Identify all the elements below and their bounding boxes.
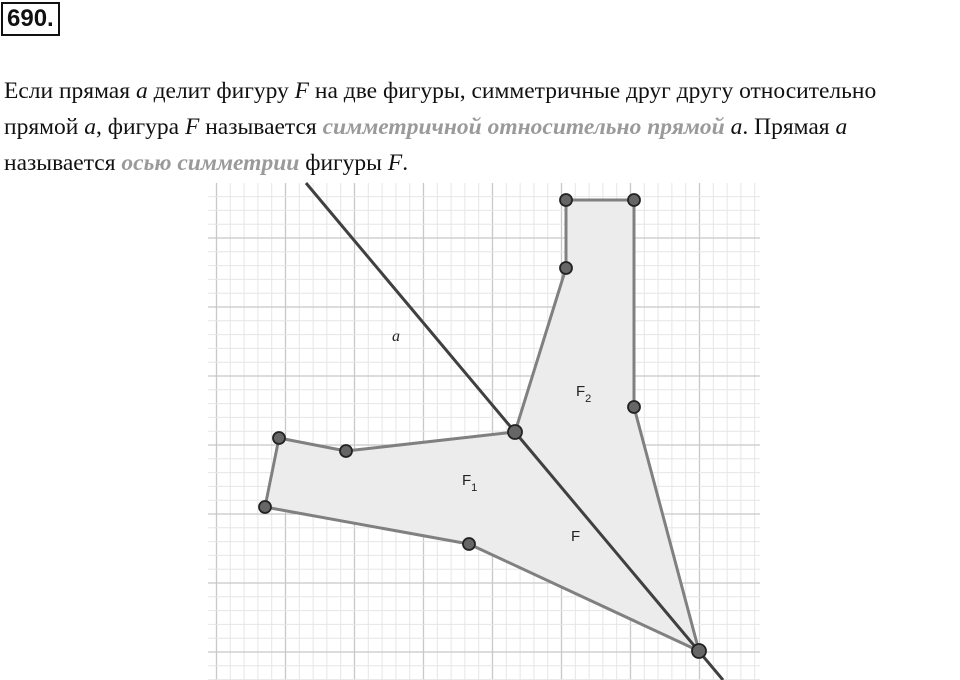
label-line-a: a	[392, 328, 400, 345]
vertex-point	[560, 262, 572, 274]
label-f2-subscript: 2	[585, 393, 592, 405]
problem-number: 690.	[1, 2, 60, 36]
math-variable: a	[135, 78, 148, 104]
label-f: F	[571, 528, 581, 545]
paragraph-text: фигуры	[299, 150, 388, 176]
math-variable: F	[294, 78, 310, 104]
label-f1-letter: F	[462, 472, 472, 489]
vertex-point	[508, 425, 522, 439]
highlighted-term: симметричной относительно прямой	[322, 114, 725, 140]
math-variable: F	[387, 150, 403, 176]
vertex-point	[259, 501, 271, 513]
paragraph-text: на две фигуры, симметричные друг другу относительно	[309, 78, 877, 104]
vertex-point	[273, 432, 285, 444]
paragraph-text: . Прямая	[742, 114, 836, 140]
math-variable: F	[184, 114, 200, 140]
math-variable: a	[730, 114, 743, 140]
paragraph-text: Если прямая	[4, 78, 136, 104]
paragraph-text: называется	[199, 114, 323, 140]
paragraph-text: .	[402, 150, 409, 176]
label-f1-subscript: 1	[471, 482, 478, 494]
paragraph-text: прямой	[4, 114, 85, 140]
vertex-point	[692, 644, 706, 658]
vertex-point	[628, 401, 640, 413]
vertex-point	[560, 194, 572, 206]
paragraph-text: называется	[4, 150, 122, 176]
vertex-point	[463, 538, 475, 550]
math-variable: a	[84, 114, 96, 140]
paragraph-text: , фигура	[95, 114, 185, 140]
vertex-point	[628, 194, 640, 206]
vertex-point	[340, 445, 352, 457]
math-variable: a	[835, 114, 848, 140]
paragraph-text: делит фигуру	[147, 78, 295, 104]
highlighted-term: осью симметрии	[121, 150, 300, 176]
label-f2-letter: F	[576, 383, 586, 400]
